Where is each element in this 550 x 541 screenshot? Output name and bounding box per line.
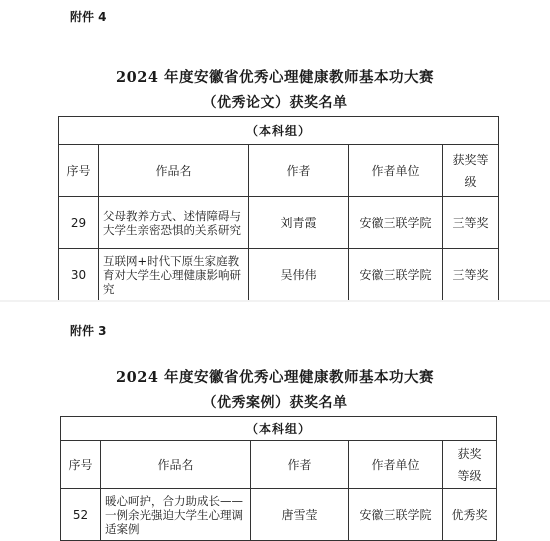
row-work: 互联网+时代下原生家庭教育对大学生心理健康影响研究 [99, 249, 249, 301]
header-unit: 作者单位 [349, 145, 443, 197]
group-row [61, 417, 497, 441]
document-subtitle: （优秀案例）获奖名单 [202, 395, 348, 411]
header-award-line1: 获奖等 [452, 152, 489, 167]
header-author: 作者 [249, 145, 349, 197]
header-award-line1: 获奖 [457, 446, 482, 461]
header-work: 作品名 [99, 145, 249, 197]
group-label: （本科组） [59, 117, 499, 145]
table-row [61, 489, 497, 541]
document-excellent-cases [0, 302, 550, 536]
header-seq: 序号 [59, 145, 99, 197]
header-author: 作者 [251, 441, 349, 489]
document-title: 2024 年度安徽省优秀心理健康教师基本功大赛 [116, 369, 434, 386]
row-award: 三等奖 [443, 249, 499, 301]
header-row [59, 145, 499, 197]
row-award: 三等奖 [443, 197, 499, 249]
header-work: 作品名 [101, 441, 251, 489]
award-table [60, 416, 497, 541]
header-award [443, 145, 499, 197]
row-unit: 安徽三联学院 [349, 489, 443, 541]
row-author: 唐雪莹 [251, 489, 349, 541]
group-label: （本科组） [61, 417, 497, 441]
header-award-line2: 级 [464, 174, 477, 189]
attachment-label: 附件 4 [70, 10, 107, 24]
row-seq: 52 [61, 489, 101, 541]
award-table [58, 116, 499, 301]
row-author: 吴伟伟 [249, 249, 349, 301]
row-work: 暖心呵护，合力助成长—— 一例余光强迫大学生心理调适案例 [101, 489, 251, 541]
header-unit: 作者单位 [349, 441, 443, 489]
table-row [59, 197, 499, 249]
row-seq: 30 [59, 249, 99, 301]
attachment-label: 附件 3 [70, 324, 107, 338]
row-author: 刘青霞 [249, 197, 349, 249]
document-title: 2024 年度安徽省优秀心理健康教师基本功大赛 [116, 69, 434, 86]
header-award-line2: 等级 [457, 468, 482, 483]
header-row [61, 441, 497, 489]
row-unit: 安徽三联学院 [349, 197, 443, 249]
header-award [443, 441, 497, 489]
row-work: 父母教养方式、述情障碍与大学生亲密恐惧的关系研究 [99, 197, 249, 249]
header-seq: 序号 [61, 441, 101, 489]
document-subtitle: （优秀论文）获奖名单 [202, 95, 348, 111]
row-award: 优秀奖 [443, 489, 497, 541]
group-row [59, 117, 499, 145]
table-row [59, 249, 499, 301]
row-seq: 29 [59, 197, 99, 249]
row-unit: 安徽三联学院 [349, 249, 443, 301]
